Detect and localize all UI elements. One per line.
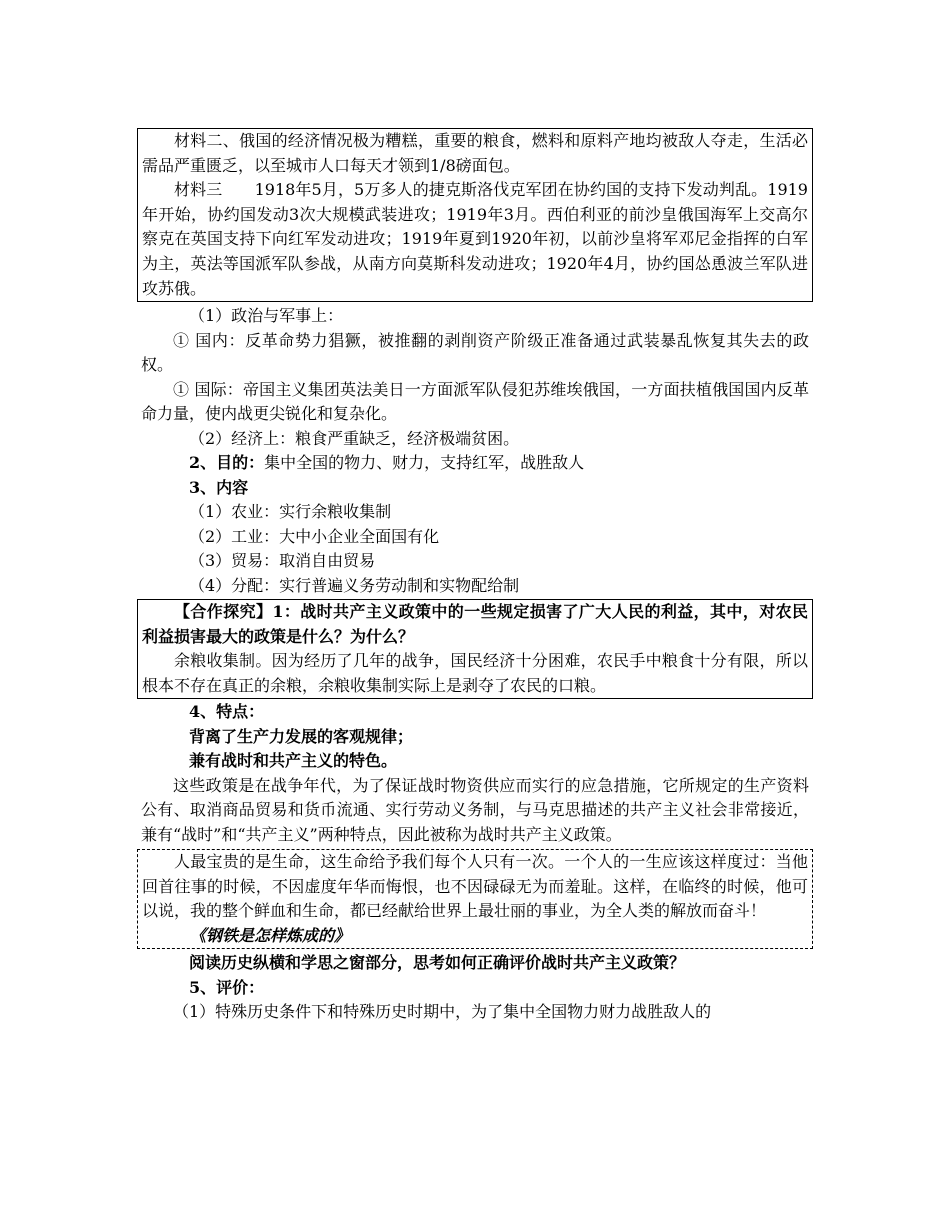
material-two-paragraph: 材料二、俄国的经济情况极为糟糕，重要的粮食，燃料和原料产地均被敌人夺走，生活必需品严重匮乏，以至城市人口每天才领到1/8磅面包。 (142, 131, 808, 175)
content-item-agriculture: （1）农业：实行余粮收集制 (189, 502, 392, 522)
evaluation-prompt: 阅读历史纵横和学思之窗部分，思考如何正确评价战时共产主义政策？ (189, 953, 686, 973)
purpose-label: 2、目的： (189, 453, 265, 473)
coop-question: 【合作探究】1：战时共产主义政策中的一些规定损害了广大人民的利益，其中，对农民利益损害最大的政策是什么？为什么？ (142, 602, 808, 646)
political-heading: （1）政治与军事上： (189, 306, 344, 326)
features-heading: 4、特点： (189, 702, 265, 722)
quote-text: 人最宝贵的是生命，这生命给予我们每个人只有一次。一个人的一生应该这样度过：当他回首往事的时候，不因虚度年华而悔恨，也不因碌碌无为而羞耻。这样，在临终的时候，他可以说，我的整个鲜血和生命，都已经献给世界上最壮丽的事业，为全人类的解放而奋斗！ (142, 852, 808, 921)
purpose-text: 集中全国的物力、财力，支持红军，战胜敌人 (264, 453, 585, 473)
feature-point-1: 背离了生产力发展的客观规律； (189, 726, 414, 746)
content-item-trade: （3）贸易：取消自由贸易 (189, 551, 376, 571)
evaluation-heading: 5、评价： (189, 977, 265, 997)
features-section (137, 700, 813, 847)
evaluation-item-1: （1）特殊历史条件下和特殊历史时期中，为了集中全国物力财力战胜敌人的 (173, 1002, 712, 1022)
domestic-paragraph: ① 国内：反革命势力猖獗，被推翻的剥削资产阶级正准备通过武装暴乱恢复其失去的政权。 (141, 330, 809, 375)
background-section (137, 304, 813, 598)
content-item-distribution: （4）分配：实行普遍义务劳动制和实物配给制 (189, 575, 520, 595)
material-box (137, 128, 813, 302)
content-heading: 3、内容 (189, 477, 249, 497)
quote-source: 《钢铁是怎样炼成的》 (190, 925, 351, 945)
features-explanation: 这些政策是在战争年代，为了保证战时物资供应而实行的应急措施，它所规定的生产资料公有、取消商品贸易和货币流通、实行劳动义务制，与马克思描述的共产主义社会非常接近，兼有“战时”和“共产主义”两种特点，因此被称为战时共产主义政策。 (141, 775, 809, 844)
document-content (137, 128, 813, 1025)
evaluation-section (137, 951, 813, 1025)
economic-paragraph: （2）经济上：粮食严重缺乏，经济极端贫困。 (189, 428, 520, 448)
cooperative-inquiry-box (137, 599, 813, 699)
purpose-line (141, 451, 809, 476)
coop-answer: 余粮收集制。因为经历了几年的战争，国民经济十分困难，农民手中粮食十分有限，所以根本不存在真正的余粮，余粮收集制实际上是剥夺了农民的口粮。 (142, 651, 808, 695)
content-item-industry: （2）工业：大中小企业全面国有化 (189, 526, 440, 546)
feature-point-2: 兼有战时和共产主义的特色。 (189, 751, 398, 771)
material-three-paragraph: 材料三 1918年5月，5万多人的捷克斯洛伐克军团在协约国的支持下发动判乱。1919年开始，协约国发动3次大规模武装进攻；1919年3月。西伯利亚的前沙皇俄国海军上交高尔察克在英国支持下向红军发动进攻；1919年夏到1920年初，以前沙皇将军邓尼金指挥的白军为主，英法等国派军队参战，从南方向莫斯科发动进攻；1920年4月，协约国怂恿波兰军队进攻苏俄。 (142, 180, 808, 298)
international-paragraph: ① 国际：帝国主义集团英法美日一方面派军队侵犯苏维埃俄国，一方面扶植俄国国内反革命力量，使内战更尖锐化和复杂化。 (141, 379, 809, 424)
quote-box (137, 849, 813, 949)
